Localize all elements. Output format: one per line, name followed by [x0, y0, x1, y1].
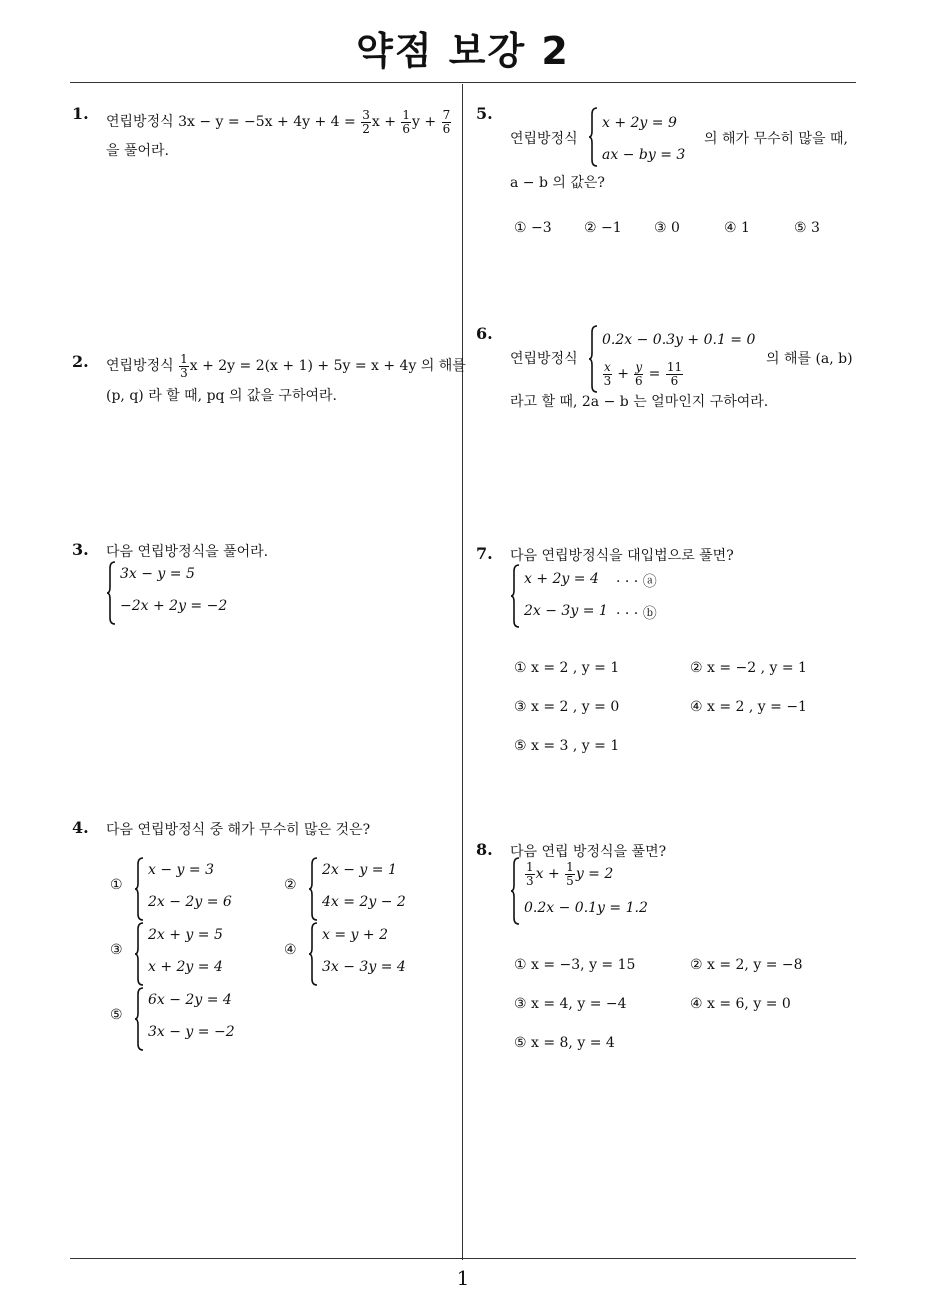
equation-1: x − y = 3	[148, 862, 214, 878]
left-brace-icon	[134, 921, 144, 987]
equation-1: 3x − y = 5	[120, 566, 195, 582]
option-2-system[interactable]	[308, 856, 438, 922]
option-1[interactable]: ① −3	[514, 220, 552, 236]
question-number: 3.	[72, 540, 89, 559]
option-1[interactable]: ① x = 2 , y = 1	[514, 660, 620, 676]
text-part: y +	[412, 114, 441, 130]
question-number: 8.	[476, 840, 493, 859]
page-number: 1	[456, 1266, 470, 1290]
option-3-system[interactable]	[134, 921, 264, 987]
left-brace-icon	[510, 856, 520, 926]
option-mark[interactable]: ①	[110, 877, 123, 893]
text-part: 연립방정식	[106, 358, 179, 374]
option-1-system[interactable]	[134, 856, 264, 922]
question-number: 6.	[476, 324, 493, 343]
column-divider	[462, 84, 463, 1260]
option-5[interactable]: ⑤ x = 3 , y = 1	[514, 738, 620, 754]
equation-2: ax − by = 3	[602, 147, 686, 163]
equation-1: 6x − 2y = 4	[148, 992, 232, 1008]
left-brace-icon	[134, 986, 144, 1052]
question-number: 1.	[72, 104, 89, 123]
equation-2: 2x − 3y = 1	[524, 603, 608, 619]
equation-2: 0.2x − 0.1y = 1.2	[524, 900, 648, 916]
option-2[interactable]: ② −1	[584, 220, 622, 236]
equation-1: x = y + 2	[322, 927, 388, 943]
text-part: 연립방정식 3x − y = −5x + 4y + 4 =	[106, 114, 361, 130]
equation-system	[510, 563, 710, 629]
equation-system	[106, 560, 306, 626]
question-text	[106, 348, 466, 384]
equation-2	[602, 358, 684, 392]
fraction	[603, 361, 612, 388]
question-text: 다음 연립방정식을 풀어라.	[106, 544, 269, 560]
numerator: 11	[666, 359, 683, 374]
text-part: x + 2y = 2(x + 1) + 5y = x + 4y 의 해를	[189, 358, 466, 374]
left-brace-icon	[588, 106, 598, 168]
option-4[interactable]: ④ x = 6, y = 0	[690, 996, 791, 1012]
fraction	[634, 361, 643, 388]
equation-2: 3x − 3y = 4	[322, 959, 406, 975]
numerator: 1	[402, 107, 411, 122]
denominator: 3	[526, 873, 534, 888]
operator: +	[617, 366, 629, 382]
left-brace-icon	[308, 921, 318, 987]
denominator: 6	[634, 373, 643, 388]
text-part: y = 2	[575, 866, 614, 882]
denominator: 6	[402, 121, 411, 136]
option-4-system[interactable]	[308, 921, 438, 987]
question-text: 다음 연립방정식을 대입법으로 풀면?	[510, 548, 734, 564]
equation-1: 2x − y = 1	[322, 862, 397, 878]
fraction	[401, 109, 411, 136]
numerator: 1	[526, 859, 534, 874]
question-text-line2: 을 풀어라.	[106, 143, 169, 159]
option-1[interactable]: ① x = −3, y = 15	[514, 957, 636, 973]
option-2[interactable]: ② x = 2, y = −8	[690, 957, 803, 973]
numerator: 1	[566, 859, 574, 874]
fraction	[525, 861, 535, 888]
text-part: x +	[371, 114, 401, 130]
question-text: 다음 연립 방정식을 풀면?	[510, 844, 667, 860]
denominator: 6	[670, 373, 679, 388]
question-number: 5.	[476, 104, 493, 123]
question-number: 7.	[476, 544, 493, 563]
question-number: 4.	[72, 818, 89, 837]
equation-tag-a: · · · ⓐ	[616, 574, 657, 590]
option-mark[interactable]: ③	[110, 942, 123, 958]
text-part: x +	[535, 866, 565, 882]
numerator: y	[635, 359, 643, 374]
left-brace-icon	[134, 856, 144, 922]
question-text-line2: (p, q) 라 할 때, pq 의 값을 구하여라.	[106, 388, 337, 404]
system-label: 연립방정식	[510, 351, 578, 367]
fraction	[565, 861, 575, 888]
equation-2: 3x − y = −2	[148, 1024, 235, 1040]
denominator: 2	[362, 121, 370, 136]
question-number: 2.	[72, 352, 89, 371]
equation-2: −2x + 2y = −2	[120, 598, 228, 614]
option-4[interactable]: ④ x = 2 , y = −1	[690, 699, 807, 715]
equation-system	[510, 856, 710, 926]
numerator: 7	[442, 107, 451, 122]
equation-system	[588, 106, 698, 168]
numerator: x	[604, 359, 611, 374]
option-mark[interactable]: ④	[284, 942, 297, 958]
equation-1: x + 2y = 4	[524, 571, 599, 587]
fraction	[361, 109, 371, 136]
option-mark[interactable]: ②	[284, 877, 297, 893]
option-5[interactable]: ⑤ x = 8, y = 4	[514, 1035, 615, 1051]
left-brace-icon	[106, 560, 116, 626]
fraction	[179, 353, 189, 380]
equation-1: 0.2x − 0.3y + 0.1 = 0	[602, 332, 756, 348]
left-brace-icon	[588, 324, 598, 394]
option-3[interactable]: ③ x = 2 , y = 0	[514, 699, 620, 715]
question-text	[106, 104, 452, 140]
equation-2: 2x − 2y = 6	[148, 894, 232, 910]
fraction	[442, 109, 452, 136]
equation-tag-b: · · · ⓑ	[616, 606, 657, 622]
option-5-system[interactable]	[134, 986, 264, 1052]
denominator: 3	[180, 365, 188, 380]
denominator: 3	[603, 373, 612, 388]
option-5[interactable]: ⑤ 3	[794, 220, 820, 236]
equation-system	[588, 324, 758, 394]
denominator: 5	[566, 873, 574, 888]
fraction	[666, 361, 683, 388]
left-brace-icon	[308, 856, 318, 922]
question-text-line2: a − b 의 값은?	[510, 175, 605, 191]
numerator: 1	[180, 351, 188, 366]
left-brace-icon	[510, 563, 520, 629]
question-text: 다음 연립방정식 중 해가 무수히 많은 것은?	[106, 822, 371, 838]
equation-2: x + 2y = 4	[148, 959, 223, 975]
option-2[interactable]: ② x = −2 , y = 1	[690, 660, 807, 676]
question-text: 의 해가 무수히 많을 때,	[704, 131, 848, 147]
page-title: 약점 보강 2	[356, 29, 570, 73]
question-text: 의 해를 (a, b)	[766, 351, 853, 367]
equation-1: 2x + y = 5	[148, 927, 223, 943]
operator: =	[648, 366, 661, 382]
equation-1: x + 2y = 9	[602, 115, 677, 131]
numerator: 3	[362, 107, 370, 122]
denominator: 6	[442, 121, 451, 136]
question-text-line2: 라고 할 때, 2a − b 는 얼마인지 구하여라.	[510, 394, 769, 410]
equation-1	[524, 858, 613, 892]
option-3[interactable]: ③ 0	[654, 220, 680, 236]
option-4[interactable]: ④ 1	[724, 220, 750, 236]
option-mark[interactable]: ⑤	[110, 1007, 123, 1023]
equation-2: 4x = 2y − 2	[322, 894, 406, 910]
bottom-rule	[70, 1258, 856, 1259]
system-label: 연립방정식	[510, 131, 578, 147]
top-rule	[70, 82, 856, 83]
option-3[interactable]: ③ x = 4, y = −4	[514, 996, 627, 1012]
